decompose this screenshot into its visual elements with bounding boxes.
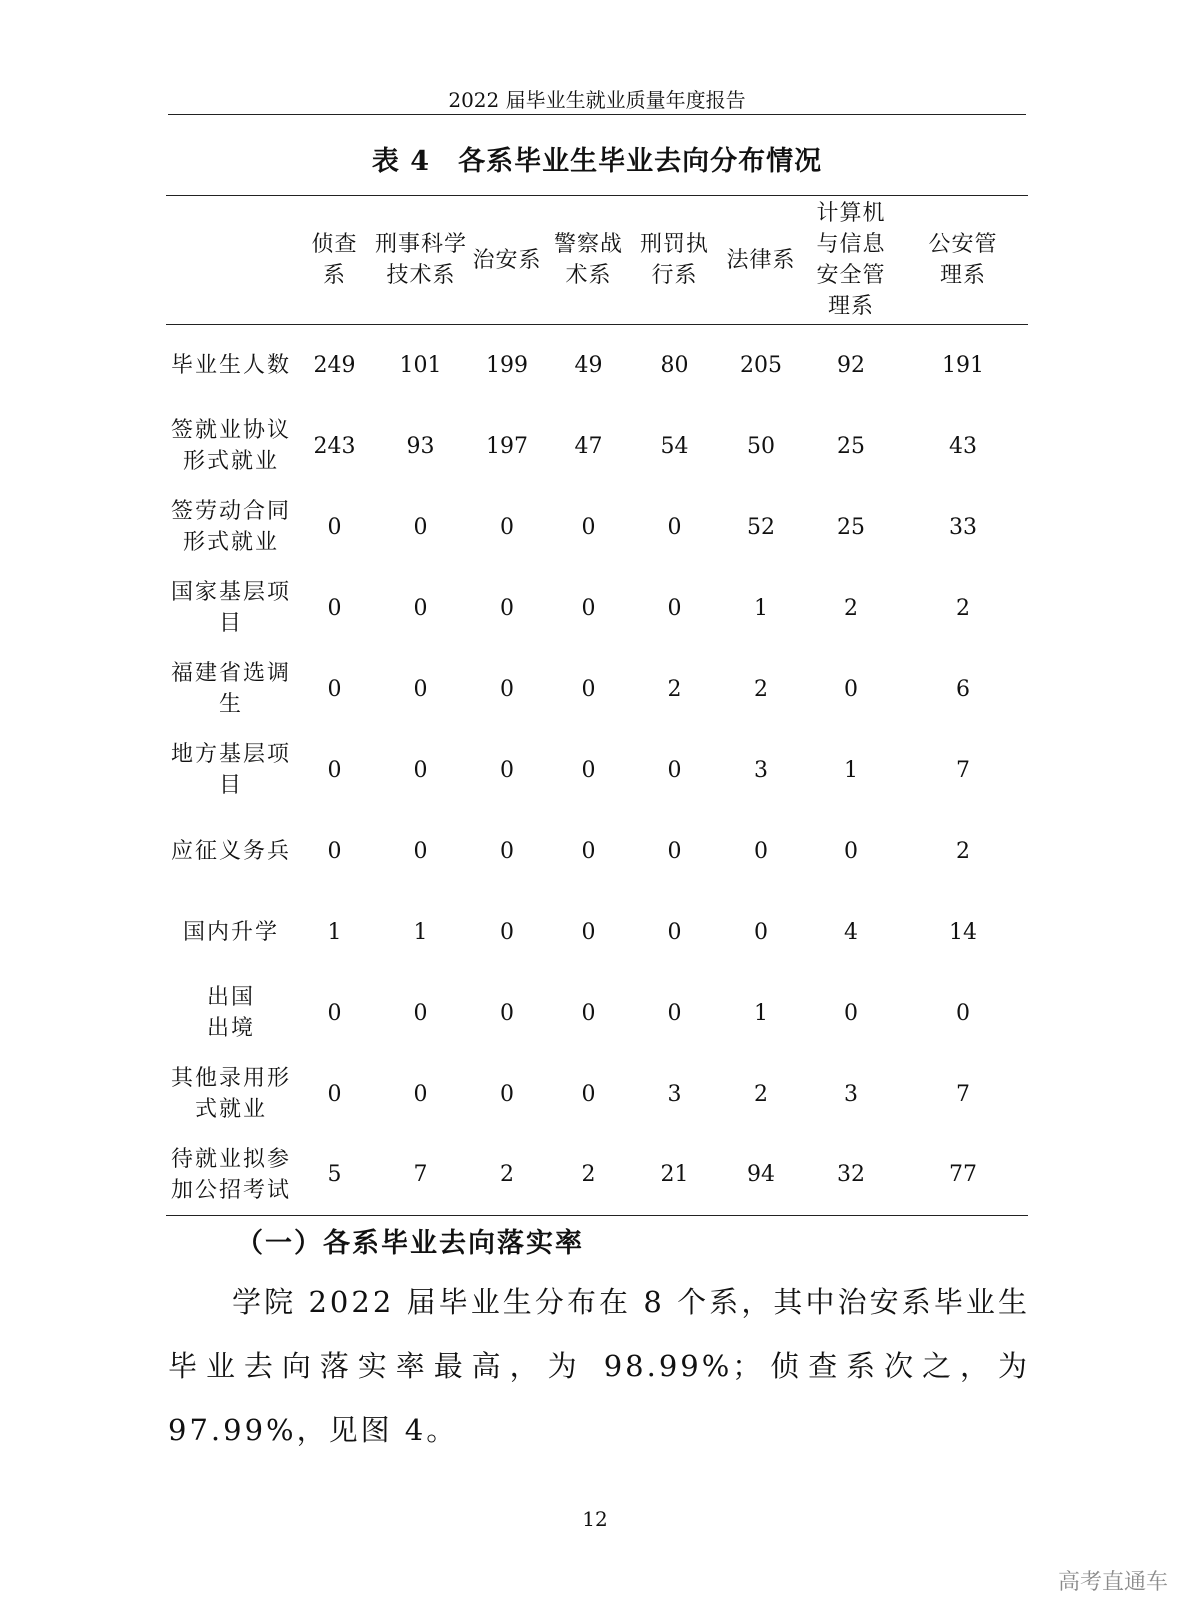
table-cell: 0 bbox=[754, 838, 768, 864]
table-cell: 0 bbox=[581, 919, 596, 945]
table-cell: 0 bbox=[413, 595, 428, 621]
table-cell: 0 bbox=[581, 514, 596, 540]
table-cell: 0 bbox=[327, 1081, 342, 1107]
table-cell: 0 bbox=[327, 676, 342, 702]
table-row bbox=[166, 325, 1028, 406]
table-cell: 2 bbox=[754, 676, 768, 702]
table-cell: 0 bbox=[327, 1000, 342, 1026]
table-row bbox=[166, 406, 1028, 487]
table-row bbox=[166, 1054, 1028, 1135]
table-cell: 0 bbox=[844, 1000, 858, 1026]
column-header: 法律系 bbox=[718, 196, 804, 325]
table-cell: 249 bbox=[313, 352, 356, 378]
table-row bbox=[166, 892, 1028, 973]
table-cell: 0 bbox=[956, 1000, 970, 1026]
body-paragraph: 学院 2022 届毕业生分布在 8 个系，其中治安系毕业生毕业去向落实率最高，为 98.99%；侦查系次之，为 97.99%，见图 4。 bbox=[168, 1285, 1030, 1447]
table-cell: 2 bbox=[844, 595, 858, 621]
table-cell: 0 bbox=[500, 676, 514, 702]
table-cell: 0 bbox=[581, 757, 596, 783]
table-title: 表 4 各系毕业生毕业去向分布情况 bbox=[371, 146, 823, 177]
table-cell: 0 bbox=[667, 919, 682, 945]
table-cell: 25 bbox=[837, 433, 865, 459]
row-label: 国家基层项目 bbox=[170, 580, 291, 636]
table-cell: 0 bbox=[500, 838, 514, 864]
table-row bbox=[166, 568, 1028, 649]
table-cell: 1 bbox=[754, 595, 768, 621]
table-cell: 33 bbox=[949, 514, 977, 540]
table-cell: 14 bbox=[949, 919, 977, 945]
table-cell: 94 bbox=[718, 1135, 804, 1216]
table-cell: 2 bbox=[956, 595, 970, 621]
table-header-row bbox=[166, 196, 1028, 325]
table-cell: 0 bbox=[413, 1081, 428, 1107]
table-cell: 2 bbox=[468, 1135, 546, 1216]
column-header: 侦查系 bbox=[296, 196, 373, 325]
table-cell: 0 bbox=[327, 595, 342, 621]
table-cell: 0 bbox=[667, 838, 682, 864]
table-row bbox=[166, 487, 1028, 568]
row-label: 福建省选调生 bbox=[170, 661, 291, 717]
table-cell: 1 bbox=[754, 1000, 768, 1026]
table-cell: 1 bbox=[413, 919, 428, 945]
table-cell: 4 bbox=[844, 919, 858, 945]
table-cell: 50 bbox=[747, 433, 775, 459]
distribution-table bbox=[166, 195, 1028, 1216]
table-cell: 52 bbox=[747, 514, 775, 540]
table-cell: 0 bbox=[844, 838, 858, 864]
table-cell: 0 bbox=[413, 514, 428, 540]
row-label: 待就业拟参加公招考试 bbox=[166, 1135, 296, 1216]
table-cell: 0 bbox=[667, 757, 682, 783]
table-cell: 0 bbox=[844, 676, 858, 702]
table-cell: 0 bbox=[413, 676, 428, 702]
row-label: 签劳动合同形式就业 bbox=[170, 499, 291, 555]
table-cell: 0 bbox=[327, 838, 342, 864]
watermark: 高考直通车 bbox=[1057, 1570, 1168, 1595]
table-cell: 0 bbox=[754, 919, 768, 945]
table-cell: 25 bbox=[837, 514, 865, 540]
table-row bbox=[166, 730, 1028, 811]
table-cell: 77 bbox=[898, 1135, 1028, 1216]
column-header: 刑罚执行系 bbox=[631, 196, 718, 325]
table-cell: 0 bbox=[413, 757, 428, 783]
running-header: 2022 届毕业生就业质量年度报告 bbox=[448, 88, 746, 112]
table-cell: 197 bbox=[486, 433, 528, 459]
table-cell: 205 bbox=[740, 352, 782, 378]
table-row bbox=[166, 811, 1028, 892]
table-cell: 80 bbox=[660, 352, 689, 378]
table-cell: 93 bbox=[406, 433, 435, 459]
table-cell: 0 bbox=[581, 676, 596, 702]
table-cell: 0 bbox=[500, 514, 514, 540]
page-number: 12 bbox=[582, 1507, 608, 1531]
table-row bbox=[166, 1135, 1028, 1216]
table-cell: 43 bbox=[949, 433, 977, 459]
row-label: 地方基层项目 bbox=[170, 742, 291, 798]
row-label: 出国出境 bbox=[206, 985, 255, 1041]
table-cell: 54 bbox=[660, 433, 689, 459]
row-label: 应征义务兵 bbox=[170, 838, 291, 864]
table-cell: 92 bbox=[837, 352, 865, 378]
table-row bbox=[166, 973, 1028, 1054]
table-cell: 0 bbox=[500, 919, 514, 945]
table-cell: 5 bbox=[296, 1135, 373, 1216]
table-cell: 0 bbox=[581, 1081, 596, 1107]
column-header: 治安系 bbox=[468, 196, 546, 325]
table-cell: 7 bbox=[956, 757, 970, 783]
table-cell: 0 bbox=[500, 757, 514, 783]
table-cell: 49 bbox=[574, 352, 603, 378]
table-cell: 32 bbox=[804, 1135, 898, 1216]
table-cell: 0 bbox=[667, 1000, 682, 1026]
corner-cell bbox=[166, 196, 296, 325]
table-cell: 243 bbox=[313, 433, 356, 459]
table-cell: 7 bbox=[956, 1081, 970, 1107]
table-cell: 101 bbox=[399, 352, 442, 378]
table-cell: 3 bbox=[844, 1081, 858, 1107]
table-cell: 0 bbox=[413, 1000, 428, 1026]
table-cell: 0 bbox=[581, 1000, 596, 1026]
table-cell: 7 bbox=[373, 1135, 468, 1216]
table-cell: 2 bbox=[754, 1081, 768, 1107]
table-cell: 3 bbox=[754, 757, 768, 783]
table-cell: 3 bbox=[667, 1081, 682, 1107]
column-header: 计算机与信息安全管理系 bbox=[804, 196, 898, 325]
table-cell: 0 bbox=[500, 595, 514, 621]
table-cell: 199 bbox=[486, 352, 528, 378]
table-cell: 6 bbox=[956, 676, 970, 702]
table-cell: 47 bbox=[574, 433, 603, 459]
table-cell: 0 bbox=[667, 514, 682, 540]
table-cell: 0 bbox=[500, 1000, 514, 1026]
column-header: 刑事科学技术系 bbox=[373, 196, 468, 325]
table-row bbox=[166, 649, 1028, 730]
table-cell: 0 bbox=[413, 838, 428, 864]
section-heading: （一）各系毕业去向落实率 bbox=[236, 1228, 584, 1259]
table-cell: 2 bbox=[546, 1135, 631, 1216]
table-cell: 21 bbox=[631, 1135, 718, 1216]
table-cell: 0 bbox=[581, 595, 596, 621]
table-cell: 2 bbox=[956, 838, 970, 864]
table-cell: 0 bbox=[581, 838, 596, 864]
table-cell: 1 bbox=[844, 757, 858, 783]
column-header: 警察战术系 bbox=[546, 196, 631, 325]
table-cell: 0 bbox=[327, 757, 342, 783]
header-rule bbox=[168, 114, 1026, 115]
column-header: 公安管理系 bbox=[898, 196, 1028, 325]
row-label: 国内升学 bbox=[182, 919, 279, 945]
table-cell: 0 bbox=[327, 514, 342, 540]
row-label: 毕业生人数 bbox=[170, 352, 291, 378]
table-cell: 2 bbox=[667, 676, 682, 702]
table-cell: 191 bbox=[942, 352, 984, 378]
table-cell: 1 bbox=[327, 919, 342, 945]
row-label: 其他录用形式就业 bbox=[170, 1066, 291, 1122]
table-cell: 0 bbox=[667, 595, 682, 621]
table-cell: 0 bbox=[500, 1081, 514, 1107]
row-label: 签就业协议形式就业 bbox=[170, 418, 291, 474]
